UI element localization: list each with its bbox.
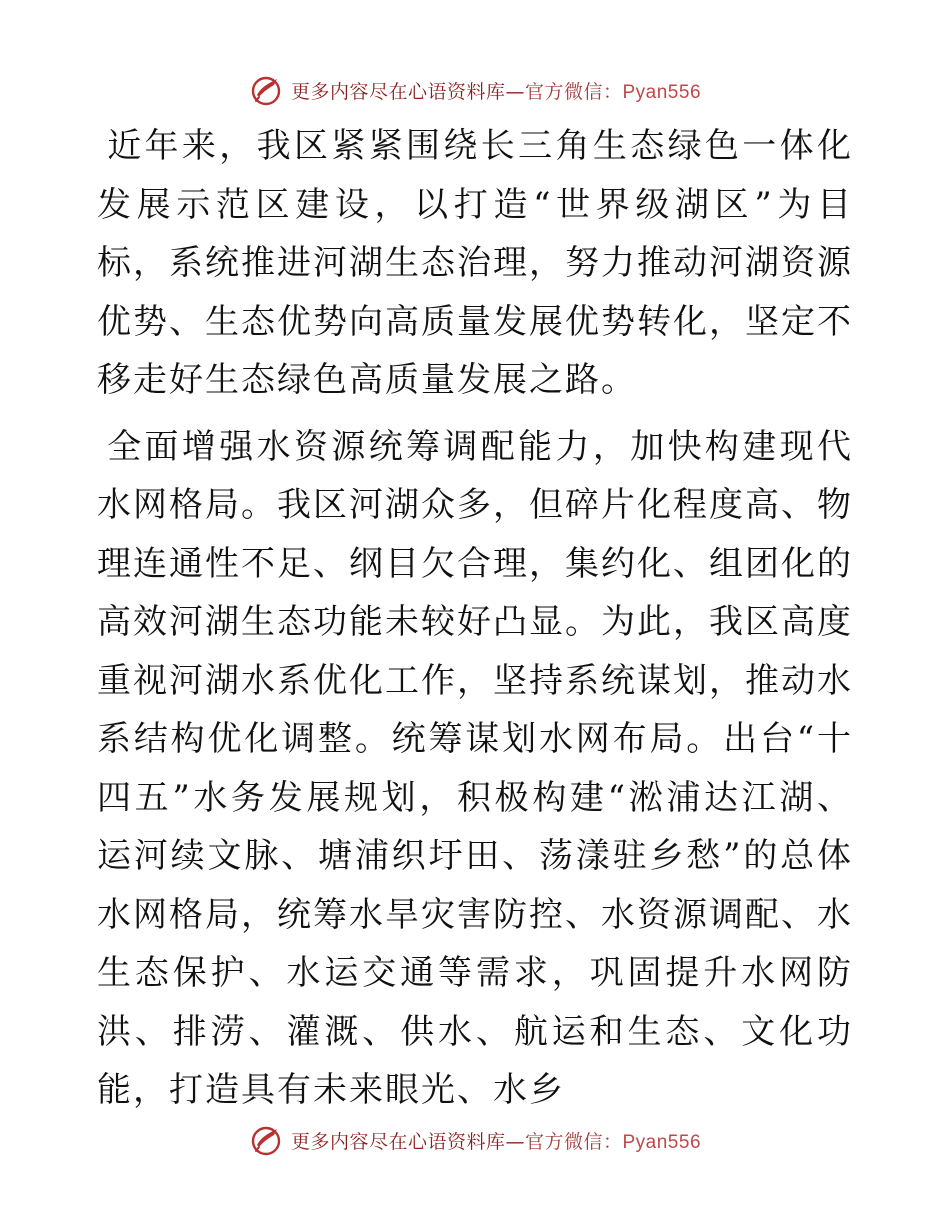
watermark-wechat-label: 官方微信： bbox=[524, 80, 623, 103]
watermark-brand: 更多内容尽在心语资料库 bbox=[290, 80, 506, 103]
paragraph-2: 全面增强水资源统筹调配能力，加快构建现代水网格局。我区河湖众多，但碎片化程度高、物理连通性不足、纲目欠合理，集约化、组团化的高效河湖生态功能未较好凸显。为此，我区高度重视河湖水系优化工作，坚持系统谋划，推动水系结构优化调整。统筹谋划水网布局。出台“十四五”水务发展规划，积极构建“淞浦达江湖、运河续文脉、塘浦织圩田、荡漾驻乡愁”的总体水网格局，统筹水旱灾害防控、水资源调配、水生态保护、水运交通等需求，巩固提升水网防洪、排涝、灌溉、供水、航运和生态、文化功能，打造具有未来眼光、水乡 bbox=[97, 426, 853, 1110]
watermark-separator: — bbox=[505, 1130, 525, 1153]
watermark-separator: — bbox=[505, 80, 525, 103]
pen-logo-icon bbox=[249, 73, 283, 107]
paragraph-1: 近年来，我区紧紧围绕长三角生态绿色一体化发展示范区建设，以打造“世界级湖区”为目标，系统推进河湖生态治理，努力推动河湖资源优势、生态优势向高质量发展优势转化，坚定不移走好生态绿色高质量发展之路。 bbox=[97, 126, 853, 400]
document-body bbox=[97, 117, 853, 1128]
watermark-text bbox=[291, 77, 701, 104]
watermark-brand: 更多内容尽在心语资料库 bbox=[290, 1130, 506, 1153]
footer-watermark bbox=[0, 1120, 950, 1160]
watermark-text bbox=[291, 1127, 701, 1154]
pen-logo-icon bbox=[249, 1123, 283, 1157]
watermark-wechat-label: 官方微信： bbox=[524, 1130, 623, 1153]
watermark-wechat-id: Pyan556 bbox=[622, 1131, 702, 1153]
header-watermark bbox=[0, 70, 950, 110]
watermark-wechat-id: Pyan556 bbox=[622, 81, 702, 103]
